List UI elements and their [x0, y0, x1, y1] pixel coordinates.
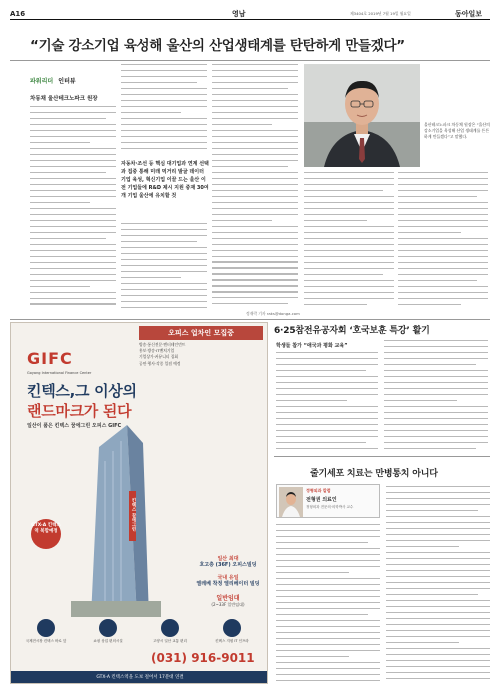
doctor-photo — [279, 487, 303, 517]
ad-brand-sub: Goyang International Finance Center — [27, 371, 92, 375]
column-label: 정형외과 칼럼 — [306, 488, 331, 493]
exhibition-icon — [37, 619, 55, 637]
ad-features — [139, 342, 263, 367]
gifc-ad — [10, 322, 268, 684]
man-portrait-icon — [304, 64, 420, 167]
interview-body-col3 — [212, 64, 298, 314]
doctor-sub: 정형외과 전문의·의학박사 교수 — [306, 505, 354, 509]
lecture-lead: 학생들 참가 “애국과 평화 교육” — [276, 343, 348, 349]
ad-phone: (031) 916-9011 — [151, 651, 255, 665]
interview-body-col2b — [121, 223, 207, 313]
ad-top-banner: 오피스 업차인 모집중 — [139, 326, 263, 340]
side-1-title: 일산 최대 — [217, 556, 239, 562]
ad-icon-row — [19, 619, 259, 644]
interview-byline: 정재락 기자 raks@donga.com — [246, 311, 300, 316]
interview-tag — [30, 68, 76, 87]
ad-feature: 방송·통신전문·엔터테인먼트 — [139, 342, 186, 347]
doctor-portrait-icon — [279, 487, 303, 517]
lecture-body-col1 — [276, 352, 378, 452]
ad-icon-item — [19, 619, 73, 644]
newspaper-logo: 동아일보 — [455, 9, 483, 18]
side-2-title: 국내 유일 — [217, 575, 239, 581]
interview-tag-label-2: 인터뷰 — [58, 78, 76, 85]
doctor-name: 전형권 의료인 — [306, 497, 337, 503]
ad-icon-label: 고양시 일산 교통 편리 — [153, 639, 187, 643]
side-3-title: 일반임대 — [216, 595, 240, 602]
ad-icon-item — [205, 619, 259, 644]
building-icon — [71, 421, 161, 617]
shopping-icon — [99, 619, 117, 637]
ad-footer: GTX-A 킨텍스역을 도보 걸어서 17분대 연결 — [11, 671, 268, 684]
lecture-divider — [274, 456, 490, 457]
ad-feature: 공연·행사·각종 입점 예정 — [139, 360, 181, 366]
ad-icon-item — [143, 619, 197, 644]
stemcell-body-col1 — [276, 524, 380, 684]
ad-sub-line: 일산이 품은 킨텍스 꿈에그린 오피스 GIFC — [27, 423, 122, 429]
interview-body-col1 — [30, 106, 116, 311]
ad-main-title-1: 킨텍스,그 이상의 — [27, 382, 137, 400]
interview-callout: 자동차·조선 등 핵심 대기업과 연계 선택과 집중 통해 미래 먹거리 발굴 데이터 기업 육성, 혁신기업 이끌 드는 울산 이전 기업들에 R&D 제시 지원 중재 30여개 기업 울산에 유치할 것 — [121, 161, 209, 199]
lecture-body-col2 — [384, 340, 488, 452]
lecture-title: 6·25참전유공자회 ‘호국보훈 특강’ 활기 — [274, 326, 430, 336]
side-3-body: (2~33F 일반임대) — [211, 602, 245, 607]
ad-icon-label: 킨텍스 지원 IT 인프라 — [215, 639, 249, 643]
ad-icon-item — [81, 619, 135, 644]
transit-icon — [161, 619, 179, 637]
ad-icon-label: 국제전시장 킨텍스 바로 앞 — [25, 639, 67, 643]
photo-caption: 울산테크노파크 차동채 원장은 “울산의 강소기업을 육성해 산업 생태계를 튼튼하게 만들겠다”고 말했다. — [424, 122, 490, 139]
ad-feature: 기업상가·커뮤니티 집회 — [139, 354, 179, 360]
stemcell-body-col2 — [386, 486, 490, 684]
interview-body-col4 — [304, 172, 394, 312]
side-2-body: 엘레베 착정 엘리베이터 빌딩 — [196, 581, 260, 587]
ad-badge-gtx: GTX-A 킨텍스역 복합예정 — [31, 519, 61, 549]
network-icon — [223, 619, 241, 637]
ad-side-panel — [191, 555, 265, 608]
headline: “기술 강소기업 육성해 울산의 산업생태계를 탄탄하게 만들겠다” — [30, 38, 405, 54]
ad-icon-label: 쇼핑 상업 편의시설 — [93, 639, 123, 643]
page-header — [10, 8, 490, 20]
headline-rule — [10, 60, 490, 61]
side-1-body: 호고층 (36F) 오피스빌딩 — [199, 562, 257, 568]
ad-building-sign: 킨텍스 꿈에그린 — [131, 498, 136, 532]
interview-body-col5 — [398, 172, 488, 312]
interview-subhead: 차동채 울산테크노파크 원장 — [30, 96, 98, 102]
ad-building-image — [71, 421, 161, 617]
doctor-box — [276, 484, 380, 518]
interview-tag-label: 파워리더 — [30, 78, 54, 85]
section-name: 영남 — [232, 10, 246, 18]
ad-brand: GIFC — [27, 349, 73, 368]
interview-photo — [304, 64, 420, 167]
issue-info: 제3404호 2019년 7월 19일 월요일 — [350, 11, 411, 16]
interview-body-col2 — [121, 64, 207, 154]
ad-feature: 홍보·방송·IT벤처기업 — [139, 348, 175, 354]
stemcell-title: 줄기세포 치료는 만병통치 아니다 — [310, 469, 438, 479]
section-divider — [10, 319, 490, 320]
page-number: A16 — [10, 10, 26, 18]
ad-main-title-2: 랜드마크가 된다 — [27, 402, 132, 420]
